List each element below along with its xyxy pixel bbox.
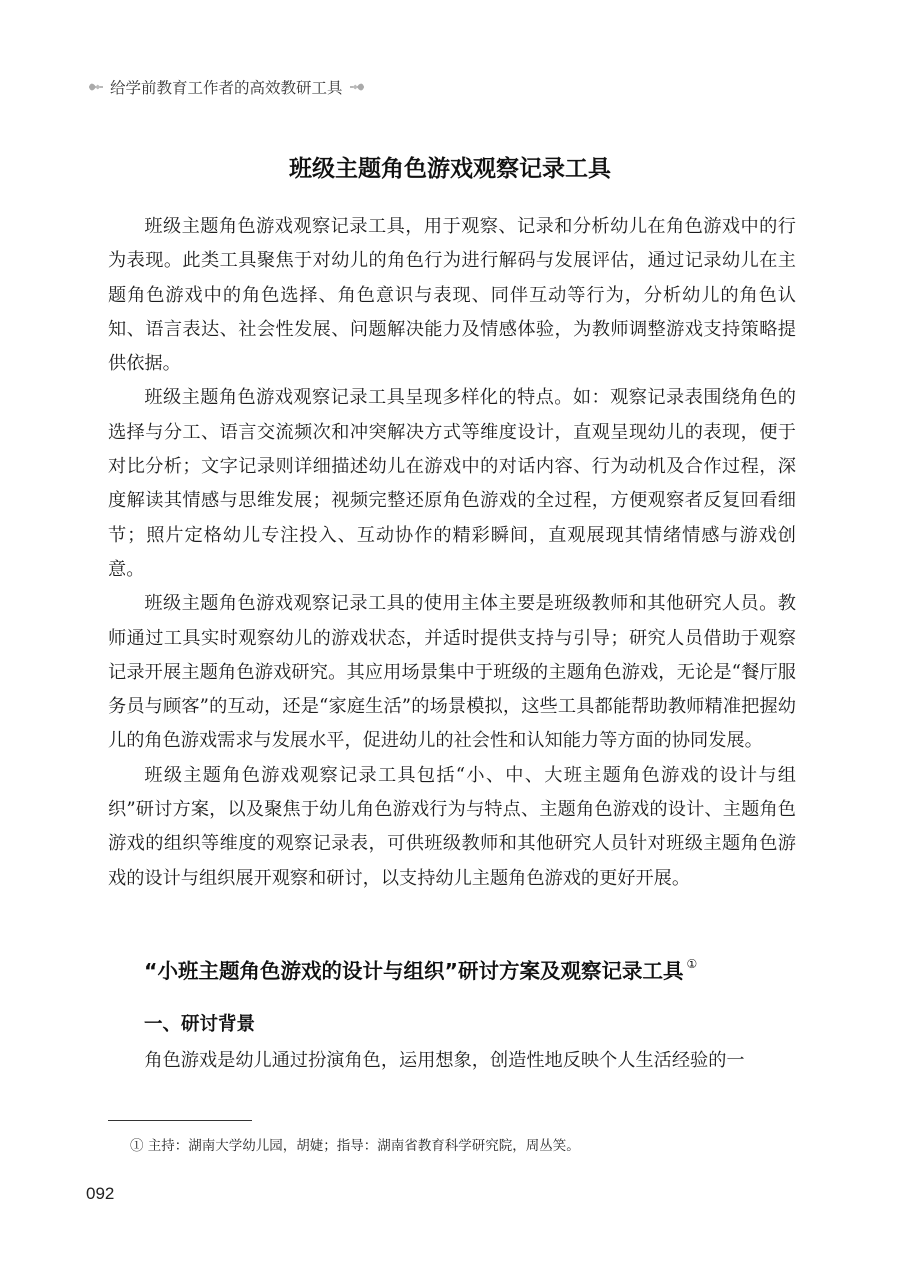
section-title — [144, 954, 697, 984]
paragraph: 角色游戏是幼儿通过扮演角色，运用想象，创造性地反映个人生活经验的一 — [144, 1050, 745, 1071]
leaf-ornament-icon — [349, 80, 365, 94]
footnote-divider — [108, 1120, 252, 1121]
running-title: 给学前教育工作者的高效教研工具 — [110, 80, 343, 97]
page-title: 班级主题角色游戏观察记录工具 — [289, 156, 611, 182]
leaf-ornament-icon — [88, 80, 104, 94]
footnote-mark: ① — [686, 957, 698, 971]
subsection-title: 一、研讨背景 — [144, 1014, 256, 1035]
section-title-text: “小班主题角色游戏的设计与组织”研讨方案及观察记录工具 — [144, 959, 684, 983]
paragraph: 班级主题角色游戏观察记录工具，用于观察、记录和分析幼儿在角色游戏中的行为表现。此类工具聚焦于对幼儿的角色行为进行解码与发展评估，通过记录幼儿在主题角色游戏中的角色选择、角色意识与表现、同伴互动等行为，分析幼儿的角色认知、语言表达、社会性发展、问题解决能力及情感体验，为教师调整游戏支持策略提供依据。 — [108, 216, 796, 375]
running-header — [88, 76, 365, 98]
footnote: ① 主持：湖南大学幼儿园，胡婕；指导：湖南省教育科学研究院，周丛笑。 — [130, 1138, 580, 1154]
page-number: 092 — [86, 1184, 115, 1203]
body-text — [108, 210, 796, 896]
paragraph: 班级主题角色游戏观察记录工具的使用主体主要是班级教师和其他研究人员。教师通过工具实时观察幼儿的游戏状态，并适时提供支持与引导；研究人员借助于观察记录开展主题角色游戏研究。其应用场景集中于班级的主题角色游戏，无论是“餐厅服务员与顾客”的互动，还是“家庭生活”的场景模拟，这些工具都能帮助教师精准把握幼儿的角色游戏需求与发展水平，促进幼儿的社会性和认知能力等方面的协同发展。 — [108, 593, 796, 752]
paragraph: 班级主题角色游戏观察记录工具包括“小、中、大班主题角色游戏的设计与组织”研讨方案，以及聚焦于幼儿角色游戏行为与特点、主题角色游戏的设计、主题角色游戏的组织等维度的观察记录表，可供班级教师和其他研究人员针对班级主题角色游戏的设计与组织展开观察和研讨，以支持幼儿主题角色游戏的更好开展。 — [108, 764, 796, 889]
paragraph: 班级主题角色游戏观察记录工具呈现多样化的特点。如：观察记录表围绕角色的选择与分工、语言交流频次和冲突解决方式等维度设计，直观呈现幼儿的表现，便于对比分析；文字记录则详细描述幼儿在游戏中的对话内容、行为动机及合作过程，深度解读其情感与思维发展；视频完整还原角色游戏的全过程，方便观察者反复回看细节；照片定格幼儿专注投入、互动协作的精彩瞬间，直观展现其情绪情感与游戏创意。 — [108, 387, 796, 580]
